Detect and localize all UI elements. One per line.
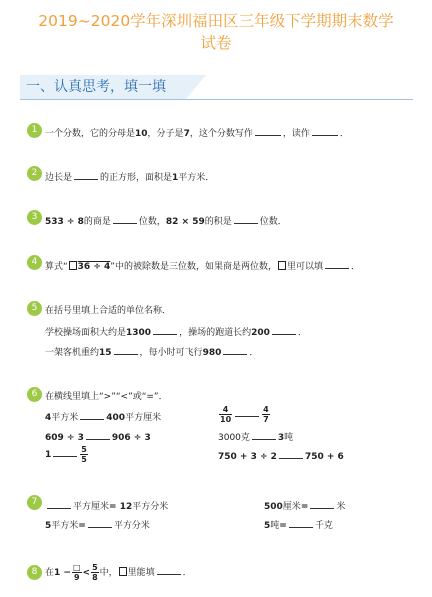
question-number-4: 4	[27, 255, 42, 270]
answer-blank[interactable]	[255, 126, 281, 136]
fraction: $\frac{5}{8}$	[92, 563, 98, 582]
q6-item-6: 750 + 3 ÷ 2 750 + 6	[218, 449, 344, 463]
answer-blank[interactable]	[312, 126, 338, 136]
answer-blank[interactable]	[157, 565, 181, 575]
answer-blank[interactable]	[272, 325, 296, 335]
q7-item-4: 5吨= 千克	[264, 518, 333, 532]
answer-blank[interactable]	[88, 518, 112, 528]
question-number-3: 3	[27, 210, 42, 225]
fraction: $\frac{4}{10}$	[220, 405, 232, 424]
box-placeholder	[119, 567, 127, 576]
question-3: 533 ÷ 8的商是 位数，82 × 59的积是 位数．	[45, 214, 287, 228]
fraction: $\frac{□}{9}$	[72, 563, 81, 582]
box-placeholder	[278, 261, 286, 270]
answer-blank[interactable]	[47, 499, 71, 509]
question-number-8: 8	[27, 565, 42, 580]
question-4: 算式“ 36 ÷ 4”中的被除数是三位数，如果商是两位数， 里可以填 ．	[45, 259, 360, 273]
answer-blank[interactable]	[153, 325, 177, 335]
page-title-line1: 2019~2020学年深圳福田区三年级下学期期末数学	[38, 12, 394, 30]
question-number-5: 5	[27, 301, 42, 316]
answer-blank[interactable]	[223, 345, 247, 355]
answer-blank[interactable]	[114, 345, 138, 355]
answer-blank[interactable]	[74, 170, 98, 180]
answer-blank[interactable]	[279, 449, 303, 459]
question-5-line1: 学校操场面积大约是1300 ，操场的跑道长约200 ．	[45, 325, 307, 339]
question-5-line2: 一架客机重约15 ，每小时可飞行980 ．	[45, 345, 258, 359]
q6-item-3: 609 ÷ 3 906 ÷ 3	[45, 430, 151, 444]
question-2: 边长是 的正方形，面积是1平方米．	[45, 170, 214, 184]
question-number-1: 1	[27, 123, 42, 138]
answer-blank[interactable]	[235, 407, 259, 417]
answer-blank[interactable]	[53, 447, 77, 457]
question-number-7: 7	[27, 495, 42, 510]
question-number-2: 2	[27, 166, 42, 181]
answer-blank[interactable]	[113, 214, 137, 224]
question-8: 在1 − $\frac{□}{9}$ < $\frac{5}{8}$ 中， 里能填 ．	[45, 563, 192, 582]
q7-item-3: 5平方米= 平方分米	[45, 518, 150, 532]
question-5-stem: 在括号里填上合适的单位名称．	[45, 306, 172, 316]
answer-blank[interactable]	[252, 430, 276, 440]
q6-item-1: 4平方米 400平方厘米	[45, 410, 161, 424]
answer-blank[interactable]	[86, 430, 110, 440]
section-title: 一、认真思考，填一填	[26, 79, 166, 95]
box-placeholder	[69, 261, 77, 270]
answer-blank[interactable]	[289, 518, 313, 528]
answer-blank[interactable]	[310, 499, 334, 509]
q7-item-1: 平方厘米= 12平方分米	[45, 499, 168, 513]
question-number-6: 6	[27, 387, 42, 402]
answer-blank[interactable]	[234, 214, 258, 224]
fraction: $\frac{4}{7}$	[263, 405, 269, 424]
q6-item-4: 3000克 3吨	[218, 430, 293, 444]
section-header	[20, 75, 413, 99]
fraction: $\frac{5}{5}$	[81, 445, 87, 464]
question-1: 一个分数，它的分母是10，分子是7，这个分数写作 ，读作 ．	[45, 126, 349, 140]
page-title-line2: 试卷	[200, 34, 232, 52]
q6-item-2	[218, 400, 271, 430]
q7-item-2: 500厘米= 米	[264, 499, 345, 513]
q6-item-5: 1 $\frac{5}{5}$	[45, 445, 87, 464]
question-6-stem: 在横线里填上“>”“<”或“=”．	[45, 392, 168, 402]
answer-blank[interactable]	[325, 259, 349, 269]
answer-blank[interactable]	[80, 410, 104, 420]
